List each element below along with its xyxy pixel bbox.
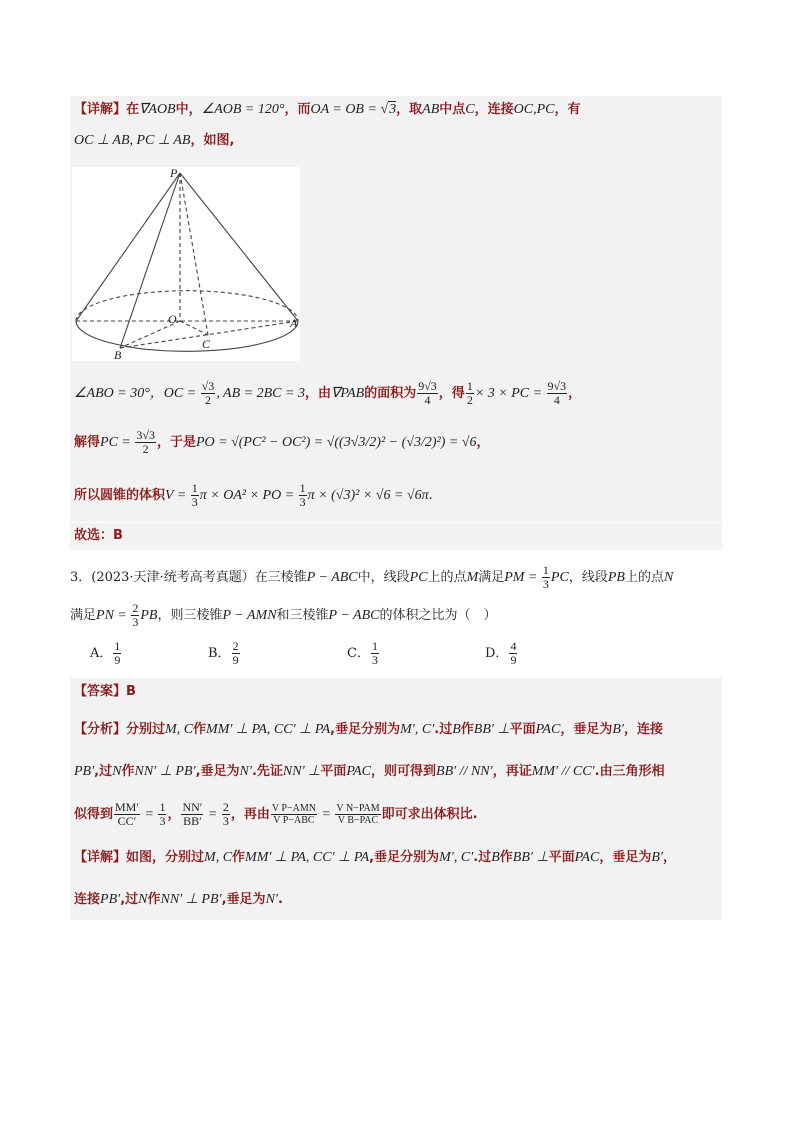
solution-line-1: 【详解】在∇AOB中，∠AOB = 120°，而OA = OB = √3，取AB中点C，连接OC,PC，有 <box>74 102 581 117</box>
solution-line-4: 解得PC = $\frac{3√3}{2}$ ，于是PO = √(PC² − OC²) = √((3√3/2)² − (√3/2)²) = √6， <box>74 428 490 456</box>
solution-line-5: 所以圆锥的体积V = $\frac{1}{3}$ π × OA² × PO = $\frac{1}{3}$ π × (√3)² × √6 = √6π. <box>74 481 433 509</box>
solution-line-2: OC ⊥ AB, PC ⊥ AB，如图, <box>74 133 235 148</box>
option-b[interactable]: B． $\frac{2}{9}$ <box>208 639 239 667</box>
detail-tag: 【详解】 <box>74 102 127 117</box>
question-line-2: 满足PN = $\frac{2}{3}$ PB，则三棱锥P − AMN和三棱锥P − ABC的体积之比为（ ） <box>70 601 497 629</box>
cone-figure <box>72 167 300 361</box>
option-d[interactable]: D． $\frac{4}{9}$ <box>485 639 517 667</box>
solution-block-2 <box>70 678 722 920</box>
analysis-line-3: 似得到 $\frac{MM'}{CC'}$ = $\frac{1}{3}$ ， $\frac{NN'}{BB'}$ = $\frac{2}{3}$ ，再由 $\frac{\text{V P−AMN}}{\text{V P−ABC}}$ = $\frac{\text{V N−PAM}}{\text{V B−PAC}}$ 即可求出体积比. <box>74 800 478 828</box>
point-label-P: P <box>170 167 178 180</box>
final-choice: 故选：B <box>74 528 123 543</box>
solution-line-3: ∠ABO = 30°，OC = $\frac{√3}{2}$ , AB = 2BC = 3，由∇PAB的面积为 $\frac{9√3}{4}$ ，得 $\frac{1}{2}$ × 3 × PC = $\frac{9√3}{4}$ ， <box>74 379 582 407</box>
point-label-B: B <box>114 348 122 361</box>
answer-line: 【答案】B <box>74 684 136 699</box>
point-label-A: A <box>290 316 298 330</box>
detail-line-1: 【详解】如图，分别过M, C作MM′ ⊥ PA, CC′ ⊥ PA,垂足分别为M′, C′.过B作BB′ ⊥平面PAC，垂足为B′， <box>74 850 676 865</box>
point-label-C: C <box>202 337 211 351</box>
option-a[interactable]: A． $\frac{1}{9}$ <box>90 639 121 667</box>
answer-choice-row <box>70 523 722 550</box>
analysis-tag: 【分析】 <box>74 722 127 737</box>
question-line-1: 3．(2023·天津·统考高考真题）在三棱锥P − ABC中，线段PC上的点M满足PM = $\frac{1}{3}$ PC，线段PB上的点N <box>70 563 674 591</box>
detail-line-2: 连接PB′,过N作NN′ ⊥ PB′,垂足为N′. <box>74 892 283 907</box>
analysis-line-2: PB′,过N作NN′ ⊥ PB′,垂足为N′.先证NN′ ⊥平面PAC，则可得到BB′ // NN′，再证MM′ // CC′.由三角形相 <box>74 764 665 779</box>
analysis-line-1: 【分析】分别过M, C作MM′ ⊥ PA, CC′ ⊥ PA,垂足分别为M′, C′.过B作BB′ ⊥平面PAC，垂足为B′，连接 <box>74 722 663 737</box>
option-c[interactable]: C． $\frac{1}{3}$ <box>347 639 378 667</box>
detail-tag-2: 【详解】 <box>74 850 127 865</box>
point-label-O: O <box>168 312 177 326</box>
